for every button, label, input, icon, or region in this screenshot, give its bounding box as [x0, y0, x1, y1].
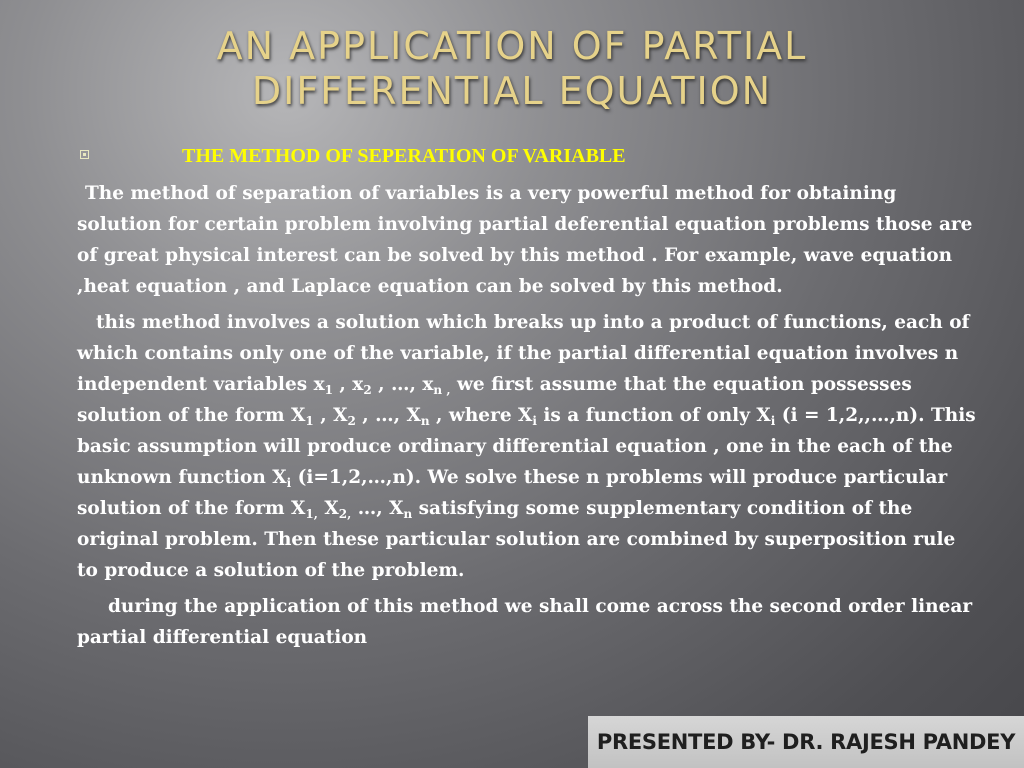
- text-run: (i=1,2,…,n). We solve these n problems will produce particular solution of the form X: [77, 467, 948, 519]
- text-run: , where X: [429, 405, 533, 426]
- subscript: n: [420, 414, 430, 428]
- text-run: , X: [313, 405, 348, 426]
- paragraph-1: The method of separation of variables is a very powerful method for obtaining solution for certain problem involving partial deferential equation problems those are of great physical interest can be solved by this method . For example, wave equation ,heat equation , and Laplace equation can be solved by this method.: [77, 183, 973, 297]
- text-run: , …, x: [371, 374, 434, 395]
- subscript: 1,: [305, 507, 318, 521]
- subscript: 2,: [338, 507, 352, 521]
- text-run: X: [317, 498, 339, 519]
- subscript: n: [403, 507, 413, 521]
- subscript: i: [286, 476, 292, 490]
- text-run: we first assume that the equation possesses solution of the form X: [77, 374, 912, 426]
- slide-body: [77, 178, 977, 653]
- text-run: …, X: [351, 498, 404, 519]
- subscript: n ,: [433, 383, 451, 397]
- presenter-banner: PRESENTED BY- DR. RAJESH PANDEY: [588, 716, 1024, 768]
- subscript: 2: [363, 383, 372, 397]
- subscript: 1: [305, 414, 314, 428]
- square-bullet-icon: [80, 150, 89, 159]
- text-run: satisfying some supplementary condition of the original problem. Then these particular solution are combined by superposition rule to produce a solution of the problem.: [77, 498, 956, 581]
- text-run: , …, X: [355, 405, 421, 426]
- subscript: 1: [324, 383, 333, 397]
- text-run: (i = 1,2,,…,n). This basic assumption will produce ordinary differential equation , one in the each of the unknown function X: [77, 405, 976, 488]
- text-run: this method involves a solution which breaks up into a product of functions, each of which contains only one of the variable, if the partial differential equation involves n independent variables x: [77, 312, 970, 395]
- paragraph-3: during the application of this method we shall come across the second order linear partial differential equation: [77, 596, 973, 648]
- subscript: i: [770, 414, 776, 428]
- subscript: i: [532, 414, 537, 428]
- text-run: , x: [332, 374, 364, 395]
- title-line-1: AN APPLICATION OF PARTIAL: [216, 24, 808, 68]
- text-run: is a function of only X: [536, 405, 771, 426]
- slide-title: [0, 24, 1024, 114]
- paragraph-2: [77, 307, 977, 586]
- subscript: 2: [347, 414, 356, 428]
- section-heading: THE METHOD OF SEPERATION OF VARIABLE: [182, 145, 626, 167]
- title-line-2: DIFFERENTIAL EQUATION: [251, 69, 773, 113]
